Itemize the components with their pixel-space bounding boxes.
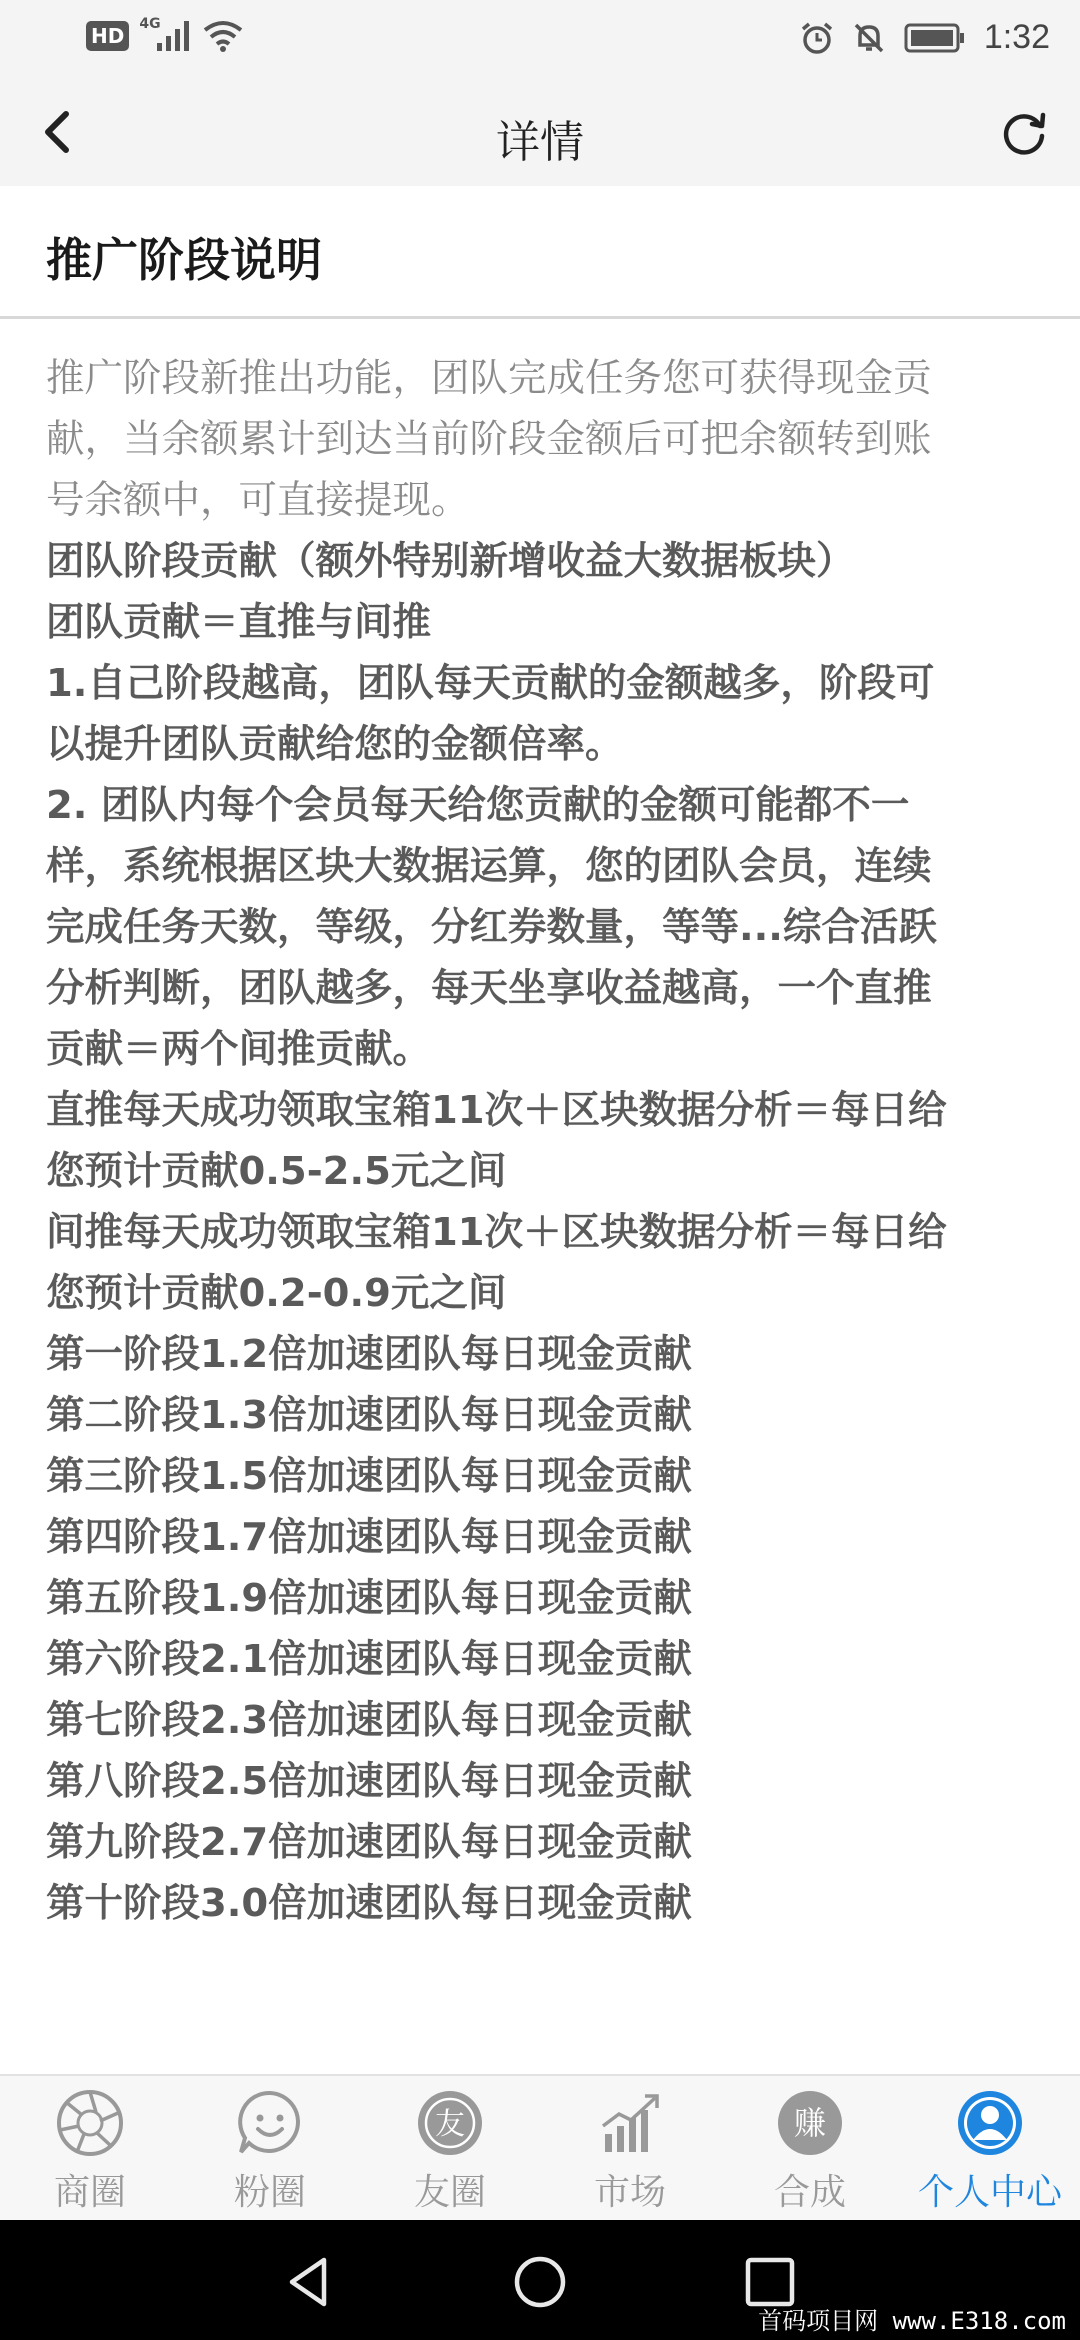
detail-line: 贡献＝两个间推贡献。	[46, 1027, 432, 1072]
person-icon	[955, 2088, 1025, 2158]
earn-glyph: 赚	[793, 2104, 827, 2142]
stage-line: 第五阶段1.9倍加速团队每日现金贡献	[46, 1576, 692, 1621]
stage-line: 第十阶段3.0倍加速团队每日现金贡献	[46, 1881, 692, 1926]
tab-shichang[interactable]	[540, 2076, 720, 2222]
detail-line: 您预计贡献0.2-0.9元之间	[46, 1271, 507, 1316]
detail-line: 直推每天成功领取宝箱11次＋区块数据分析＝每日给	[46, 1088, 947, 1133]
stage-line: 第一阶段1.2倍加速团队每日现金贡献	[46, 1332, 692, 1377]
friend-glyph: 友	[435, 2107, 465, 2142]
intro-line: 号余额中，可直接提现。	[46, 478, 470, 523]
earn-icon	[775, 2088, 845, 2158]
signal-icon	[157, 21, 193, 51]
watermark: 首码项目网 www.E318.com	[758, 2307, 1066, 2335]
tab-label: 合成	[773, 2172, 846, 2213]
clock: 1:32	[983, 18, 1050, 56]
tab-label: 个人中心	[917, 2172, 1062, 2213]
stage-line: 第二阶段1.3倍加速团队每日现金贡献	[46, 1393, 692, 1438]
refresh-icon[interactable]	[996, 104, 1052, 160]
section-header	[0, 186, 1080, 319]
intro-paragraph	[46, 348, 1036, 531]
status-left	[86, 16, 243, 52]
stage-line: 第六阶段2.1倍加速团队每日现金贡献	[46, 1637, 692, 1682]
intro-line: 推广阶段新推出功能，团队完成任务您可获得现金贡	[46, 356, 932, 401]
aperture-icon	[55, 2088, 125, 2158]
tab-label: 粉圈	[233, 2172, 306, 2213]
nav-home-circle-icon[interactable]	[512, 2254, 568, 2310]
detail-line: 团队贡献＝直推与间推	[46, 600, 432, 645]
intro-line: 献，当余额累计到达当前阶段金额后可把余额转到账	[46, 417, 932, 462]
stage-line: 第四阶段1.7倍加速团队每日现金贡献	[46, 1515, 692, 1560]
stage-line: 第三阶段1.5倍加速团队每日现金贡献	[46, 1454, 692, 1499]
tab-label: 市场	[593, 2172, 666, 2213]
tab-youquan[interactable]	[360, 2076, 540, 2222]
tab-label: 友圈	[413, 2172, 486, 2213]
status-bar	[0, 0, 1080, 78]
tab-personal-center[interactable]	[900, 2076, 1080, 2222]
alarm-icon	[800, 21, 834, 55]
mute-bell-icon	[852, 21, 886, 55]
wifi-icon	[203, 20, 243, 52]
stage-line: 第八阶段2.5倍加速团队每日现金贡献	[46, 1759, 692, 1804]
detail-line: 以提升团队贡献给您的金额倍率。	[46, 722, 624, 767]
tab-fenquan[interactable]	[180, 2076, 360, 2222]
page-title: 详情	[496, 117, 584, 168]
contribution-details	[46, 531, 1036, 1934]
detail-heading: 团队阶段贡献（额外特别新增收益大数据板块）	[46, 539, 855, 584]
bottom-tab-bar	[0, 2074, 1080, 2222]
detail-line: 完成任务天数，等级，分红券数量，等等...综合活跃	[46, 905, 937, 950]
friend-circle-icon	[415, 2088, 485, 2158]
tab-label: 商圈	[53, 2172, 126, 2213]
detail-line: 1.自己阶段越高，团队每天贡献的金额越多，阶段可	[46, 661, 935, 706]
stage-line: 第七阶段2.3倍加速团队每日现金贡献	[46, 1698, 692, 1743]
section-title: 推广阶段说明	[46, 233, 322, 287]
system-nav-bar	[0, 2220, 1080, 2340]
article-body	[46, 348, 1036, 1934]
tab-hecheng[interactable]	[720, 2076, 900, 2222]
detail-line: 间推每天成功领取宝箱11次＋区块数据分析＝每日给	[46, 1210, 947, 1255]
network-type: 4G	[139, 16, 161, 32]
market-chart-icon	[595, 2088, 665, 2158]
detail-line: 您预计贡献0.5-2.5元之间	[46, 1149, 507, 1194]
stage-line: 第九阶段2.7倍加速团队每日现金贡献	[46, 1820, 692, 1865]
detail-line: 分析判断，团队越多，每天坐享收益越高，一个直推	[46, 966, 932, 1011]
nav-bar	[0, 78, 1080, 186]
hd-badge: HD	[86, 21, 129, 51]
nav-back-triangle-icon[interactable]	[282, 2254, 338, 2310]
detail-line: 2. 团队内每个会员每天给您贡献的金额可能都不一	[46, 783, 910, 828]
status-right	[800, 18, 1050, 57]
detail-line: 样，系统根据区块大数据运算，您的团队会员，连续	[46, 844, 932, 889]
battery-icon	[904, 22, 966, 54]
smile-chat-icon	[235, 2088, 305, 2158]
tab-shangquan[interactable]	[0, 2076, 180, 2222]
